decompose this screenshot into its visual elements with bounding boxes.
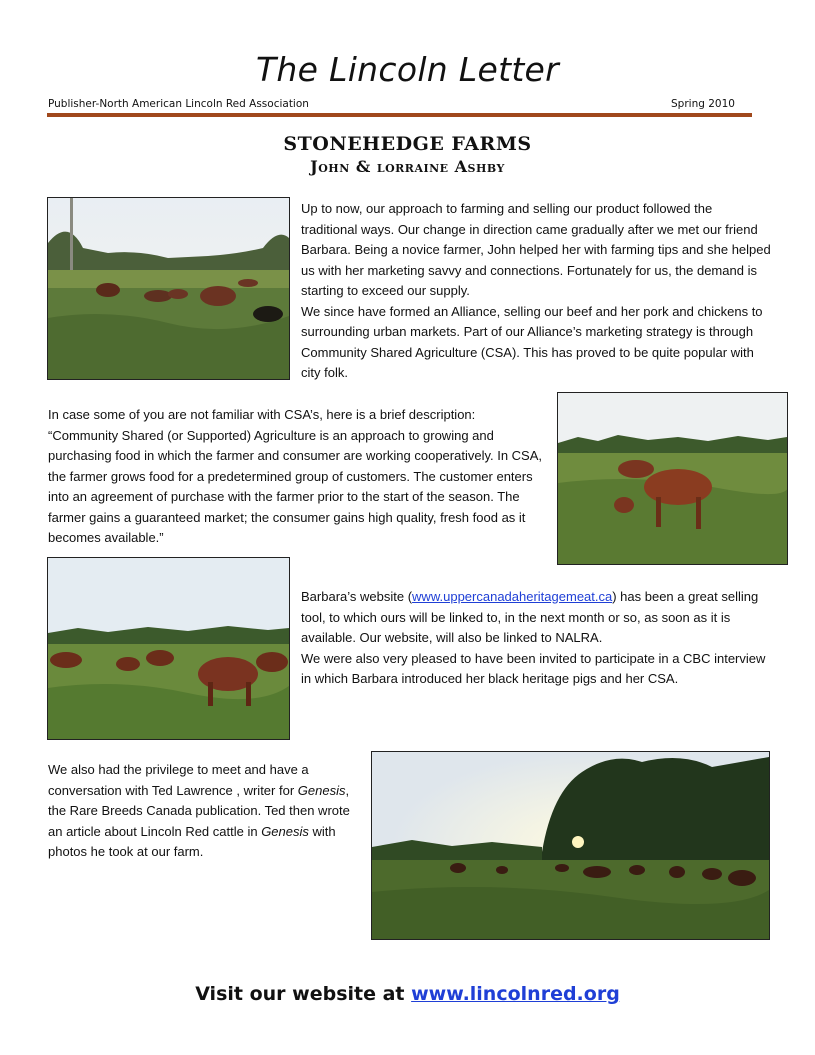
article-title: STONEHEDGE FARMS [283, 133, 532, 155]
paragraph-genesis [48, 760, 353, 863]
intro-text: Up to now, our approach to farming and selling our product followed the traditional ways. Our change in direction came gradually after we met our friend Barbara. Being a novice farmer, John helped her with farming tips and she helped us with her marketing savvy and connections. Fortunately for us, the demand is starting to exceed our supply. [301, 201, 771, 298]
alliance-text: We since have formed an Alliance, selling our beef and her pork and chickens to surrounding urban markets. Part of our Alliance’s marketing strategy is through Community Shared Agriculture (CSA). This has proved to be quite popular with city folk. [301, 303, 763, 380]
cbc-text: We were also very pleased to have been invited to participate in a CBC interview in which Barbara introduced her black heritage pigs and her CSA. [301, 650, 766, 686]
cattle-photo-2 [557, 392, 788, 565]
issue-season: Spring 2010 [671, 98, 735, 110]
genesis-text-e: with photos he took at our farm. [48, 823, 336, 859]
genesis-text-a: We also had the privilege to meet and have a conversation with Ted Lawrence , writer for [48, 762, 309, 798]
genesis-text [48, 760, 353, 863]
paragraph-csa [48, 405, 543, 549]
newsletter-title: The Lincoln Letter [255, 50, 560, 89]
header-divider [47, 113, 752, 117]
genesis-title-1: Genesis [297, 782, 346, 798]
paragraph-website [301, 587, 771, 690]
cattle-photo-4 [371, 751, 770, 940]
website-text-pre: Barbara’s website ( [301, 589, 413, 604]
csa-text: In case some of you are not familiar with CSA’s, here is a brief description: “Community Shared (or Supported) Agriculture is an approach to growing and purchasing food in which the farmer and consumer are working cooperatively. In CSA, the farmer grows food for a predetermined group of customers. The customer enters into an agreement of purchase with the farmer prior to the start of the season. The farmer gains a guaranteed market; the consumer gains high quality, fresh food as it becomes available.” [48, 407, 543, 545]
footer-visit [0, 983, 815, 1005]
uppercanada-link[interactable]: www.uppercanadaheritagemeat.ca [412, 589, 613, 604]
website-text [301, 587, 771, 649]
cattle-photo-1 [47, 197, 290, 380]
genesis-title-2: Genesis [261, 823, 309, 839]
footer-text: Visit our website at [195, 983, 412, 1005]
website-text-post: ) has been a great selling tool, to which ours will be linked to, in the next month or so, as soon as it is available. Our website, will also be linked to NALRA. [301, 589, 759, 645]
paragraph-intro [301, 199, 771, 384]
publisher-line: Publisher-North American Lincoln Red Association [48, 98, 309, 110]
genesis-text-c: , the Rare Breeds Canada publication. Ted then wrote an article about Lincoln Red cattle in [48, 782, 350, 839]
article-subtitle: John & lorraine Ashby [310, 157, 505, 176]
cattle-photo-3 [47, 557, 290, 740]
lincolnred-link[interactable]: www.lincolnred.org [411, 983, 620, 1005]
